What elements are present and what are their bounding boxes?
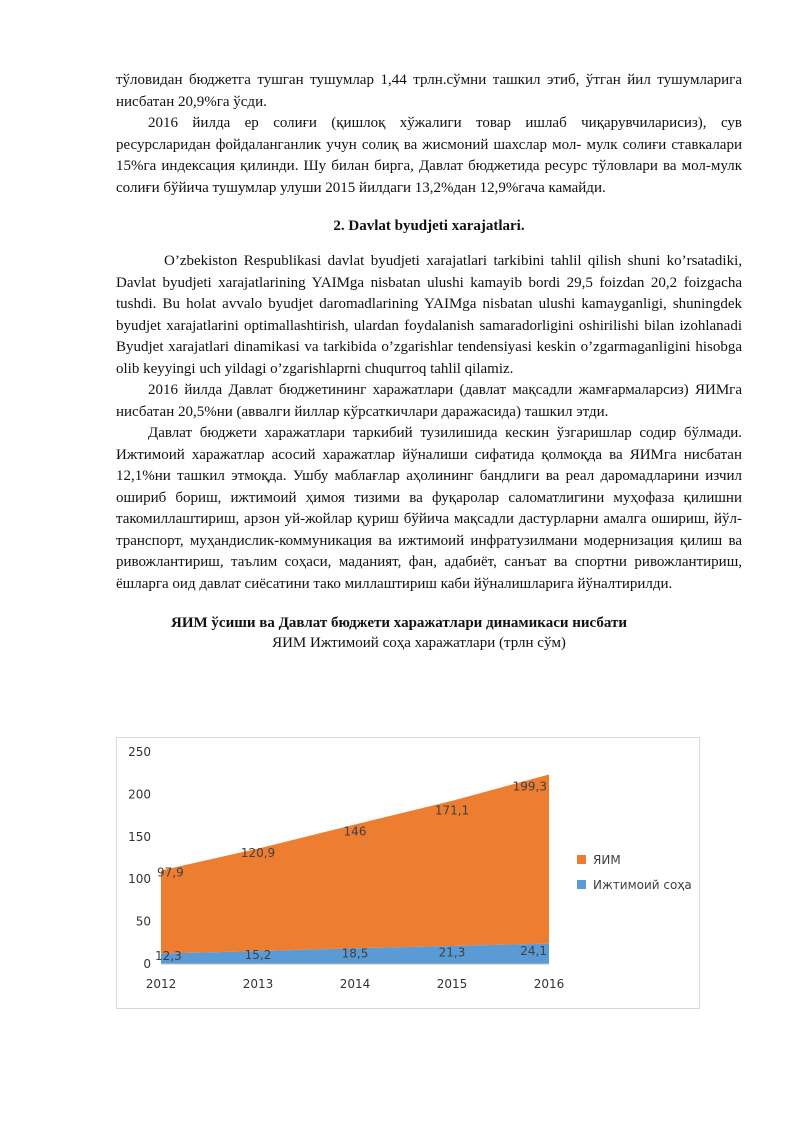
section-heading: 2. Davlat byudjeti xarajatlari. [333, 218, 525, 234]
legend-label-gdp: ЯИМ [593, 853, 621, 867]
y-tick-label: 200 [128, 787, 151, 802]
y-tick-label: 50 [135, 914, 151, 929]
data-label-gdp: 120,9 [240, 845, 276, 860]
data-label-gdp: 146 [343, 824, 367, 839]
paragraph-1: тўловидан бюджетга тушган тушумлар 1,44 трлн.сўмни ташкил этиб, ўтган йил тушумларига нисбатан 20,9%га ўсди. [116, 72, 742, 110]
chart-container [116, 737, 700, 1009]
paragraph-2: 2016 йилда ер солиғи (қишлоқ хўжалиги товар ишлаб чиқарувчиларисиз), сув ресурсларидан фойдаланганлик учун солиқ ва жисмоний шахслар мол- мулк солиғи ставкалари 15%га индексация қилинди. Шу билан бирга, Давлат бюджетида ресурс тўловлари ва мол-мулк солиғи бўйича тушумлар улуши 2015 йилдаги 13,2%дан 12,9%гача камайди. [116, 115, 742, 196]
x-tick-label: 2012 [145, 977, 177, 991]
x-tick-label: 2014 [339, 977, 371, 991]
document-page [116, 70, 742, 653]
data-label-gdp: 199,3 [512, 779, 547, 794]
data-label-social: 18,5 [341, 946, 369, 961]
series-area-gdp [161, 775, 549, 954]
data-label-social: 21,3 [438, 945, 466, 960]
area-chart [117, 738, 699, 1008]
x-tick-label: 2016 [533, 977, 565, 991]
paragraph-4: 2016 йилда Давлат бюджетининг харажатлари (давлат мақсадли жамғармаларсиз) ЯИМга нисбатан 20,5%ни (аввалги йиллар кўрсаткичлари даражасида) ташкил этди. [116, 382, 742, 420]
chart-title: ЯИМ ўсиши ва Давлат бюджети харажатлари динамикаси нисбати [171, 615, 627, 631]
x-tick-label: 2013 [242, 977, 274, 991]
legend-swatch-social [577, 880, 586, 889]
paragraph-3: O’zbekiston Respublikasi davlat byudjeti xarajatlari tarkibini tahlil qilish shuni ko’rsatadiki, Davlat byudjeti xarajatlarining YAIMga nisbatan ulushi kamayib bordi 29,5 foizdan 20,2 foizgacha tushdi. Bu holat avvalo byudjet daromadlarining YAIMga nisbatan ulushi kamayganligi, shuningdek byudjet xarajatlarini optimallashtirish, ulardan foydalanish samaradorligini oshirilishi bilan izohlanadi Byudjet xarajatlari dinamikasi va tarkibida o’zgarishlar tendensiyasi keskin o’zgarmaganligini hisobga olib keyyingi uch yildagi o’zgarishlaprni chuqurroq tahlil qilamiz. [116, 253, 742, 377]
data-label-gdp: 171,1 [434, 803, 470, 818]
legend-label-social: Ижтимоий соҳа [593, 878, 692, 892]
y-tick-label: 250 [128, 745, 151, 759]
data-label-gdp: 97,9 [157, 865, 184, 880]
data-label-social: 15,2 [244, 948, 272, 963]
x-tick-label: 2015 [436, 977, 468, 991]
data-label-social: 12,3 [155, 949, 182, 964]
y-tick-label: 100 [128, 872, 151, 887]
y-tick-label: 0 [143, 957, 151, 971]
paragraph-5: Давлат бюджети харажатлари таркибий тузилишида кескин ўзгаришлар содир бўлмади. Ижтимоий харажатлар асосий харажатлар йўналиши сифатида қолмоқда ва ЯИМга нисбатан 12,1%ни ташкил этмоқда. Ушбу маблағлар аҳолининг бандлиги ва реал даромадларини изчил ошириб бориш, ижтимоий ҳимоя тизими ва фуқаролар саломатлигини муҳофаза қилишни такомиллаштириш, арзон уй-жойлар қуриш бўйича мақсадли дастурларни амалга ошириш, йўл-транспорт, муҳандислик-коммуникация ва ижтимоий инфратузилмани модернизация қилиш ва ривожлантириш, таълим соҳаси, маданият, фан, адабиёт, санъат ва спортни ривожлантириш, ёшларга оид давлат сиёсатини тако миллаштириш каби йўналишларига йўналтирилди. [116, 425, 742, 592]
chart-subtitle: ЯИМ Ижтимоий соҳа харажатлари (трлн сўм) [272, 635, 566, 651]
y-tick-label: 150 [128, 829, 151, 844]
data-label-social: 24,1 [520, 944, 547, 959]
legend-swatch-gdp [577, 855, 586, 864]
